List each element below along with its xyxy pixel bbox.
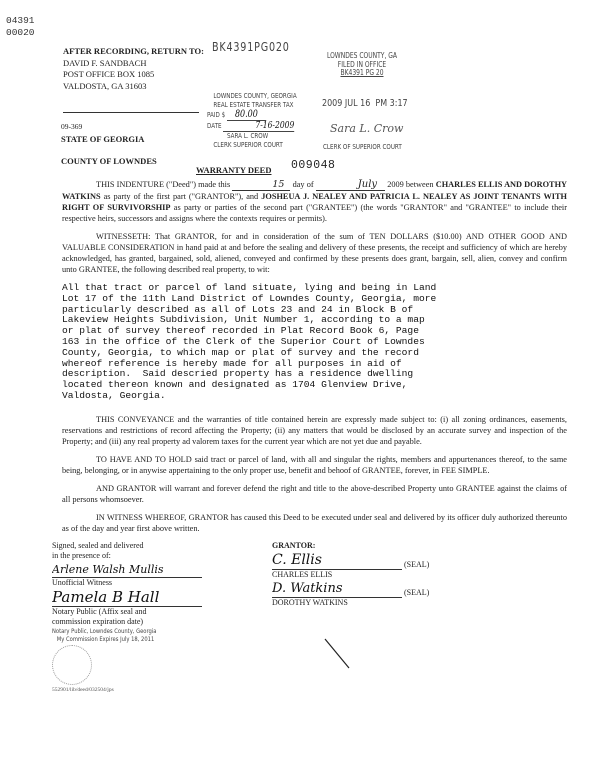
transfer-tax-stamp [207, 92, 297, 150]
legal-line: County, Georgia, to which map or plat of survey and the record [62, 346, 419, 358]
notary-signature: Pamela B Hall [52, 588, 202, 607]
legal-line: Lakeview Heights Subdivision, Unit Number 1, according to a map [62, 314, 425, 326]
grantor-name-2: DOROTHY WATKINS [272, 597, 348, 607]
grantor-signature-2: D. Watkins [272, 580, 402, 598]
notary-stamp-1: Notary Public, Lowndes County, Georgia [52, 626, 157, 635]
legal-line: description. Said descried property has a residence dwelling [62, 368, 414, 380]
clerk-signature: Sara L. Crow [330, 122, 404, 135]
habendum-paragraph: TO HAVE AND TO HOLD said tract or parcel of land, with all and singular the rights, members and appurtenances thereof, to the same being, belonging, or in anywise appertaining to the only proper use, benefit and behoof of GRANTEE, forever, in FEE SIMPLE. [62, 454, 567, 475]
text: day of [292, 180, 314, 189]
legal-line: All that tract or parcel of land situate, lying and being in Land [62, 282, 437, 293]
tax-line2: REAL ESTATE TRANSFER TAX [213, 101, 294, 109]
file-number: 09-369 [61, 122, 83, 131]
filing-office: FILED IN OFFICE [337, 59, 387, 69]
tax-clerk-title: CLERK SUPERIOR COURT [213, 141, 283, 149]
witness-whereof-paragraph: IN WITNESS WHEREOF, GRANTOR has caused this Deed to be executed under seal and delivered by its officer duly authorized thereunto as of the day and year first above written. [62, 512, 567, 533]
notary-label-2: commission expiration date) [52, 616, 144, 626]
return-line: VALDOSTA, GA 31603 [63, 80, 147, 91]
grantor-label: GRANTOR: [272, 540, 316, 550]
filing-stamp [326, 52, 398, 78]
corner-ids [6, 15, 35, 39]
signed-line1: Signed, sealed and delivered [52, 540, 144, 550]
deed-body [52, 179, 568, 694]
warranty-paragraph: AND GRANTOR will warrant and forever defend the right and title to the above-described Property unto GRANTEE against the claims of all persons whomsoever. [62, 483, 567, 504]
notary-stamp-2: My Commission Expires July 18, 2011 [56, 634, 155, 643]
county-heading: COUNTY OF LOWNDES [61, 156, 157, 166]
witness-label: Unofficial Witness [52, 577, 113, 587]
deed-number: 009048 [291, 159, 336, 172]
divider [63, 112, 199, 113]
witness-signature: Arlene Walsh Mullis [52, 563, 202, 578]
pen-mark-icon [322, 636, 352, 671]
legal-line: or plat of survey thereof recorded in Plat Record Book 6, Page [62, 325, 419, 337]
notary-label-1: Notary Public (Affix seal and [52, 606, 147, 616]
paid-label: PAID $ [207, 111, 226, 119]
filing-datetime: 2009 JUL 16 PM 3:17 [322, 98, 408, 109]
return-line: DAVID F. SANDBACH [63, 57, 147, 68]
filing-county: LOWNDES COUNTY, GA [326, 51, 398, 60]
day-handwritten: 15 [232, 179, 290, 191]
legal-line: located thereon known and designated as 1704 Glenview Drive, [62, 379, 408, 391]
filing-book-page: BK4391 PG 20 [340, 68, 384, 77]
corner-id-1: 04391 [6, 15, 35, 26]
legal-line: 163 in the office of the Clerk of the Superior Court of Lowndes [62, 335, 425, 347]
paid-value: 80.00 [227, 109, 266, 121]
date-value: 7-16-2009 [223, 120, 294, 132]
legal-line: whereof reference is hereby made for all purposes in aid of [62, 357, 402, 369]
indenture-paragraph [62, 179, 567, 224]
grantor-name-1: CHARLES ELLIS [272, 569, 333, 579]
return-to-heading: AFTER RECORDING, RETURN TO: [63, 46, 204, 56]
legal-line: particularly described as all of Lots 23 and 24 in Block B of [62, 303, 414, 315]
date-label: DATE [207, 122, 222, 130]
legal-description [62, 283, 567, 402]
tax-line1: LOWNDES COUNTY, GEORGIA [213, 92, 297, 100]
text: 2009 between [387, 180, 434, 189]
tax-clerk: SARA L. CROW [227, 132, 269, 140]
grantor-signature-1: C. Ellis [272, 551, 402, 570]
return-to-block [63, 46, 204, 92]
text: THIS INDENTURE ("Deed") made this [96, 180, 231, 189]
signed-line2: in the presence of: [52, 550, 111, 560]
notary-seal-icon [52, 645, 92, 685]
seal-label-1: (SEAL) [404, 559, 430, 569]
clerk-title: CLERK OF SUPERIOR COURT [323, 143, 402, 151]
footer-path: 552901/lib/deed/032504/jps [52, 686, 114, 693]
text: as party or parties of the second part ("GRANTEE") (the words "GRANTOR" and "GRANTEE" to include their respective heirs, successors and assigns where the contexts requires or permits). [62, 203, 567, 223]
seal-label-2: (SEAL) [404, 587, 430, 597]
signature-section [52, 540, 567, 694]
notary-stamp [52, 627, 172, 643]
text: as party of the first part ("GRANTOR"), and [103, 192, 259, 201]
state-heading: STATE OF GEORGIA [61, 134, 145, 144]
legal-line: Lot 17 of the 11th Land District of Lowndes County, Georgia, more [62, 292, 437, 304]
document-title: WARRANTY DEED [196, 165, 272, 175]
grantor-names: CHARLES ELLIS AND DOROTHY WATKINS [62, 180, 568, 201]
grantor-column [272, 541, 492, 694]
return-line: POST OFFICE BOX 1085 [63, 69, 155, 79]
legal-line: Valdosta, Georgia. [62, 389, 166, 401]
corner-id-2: 00020 [6, 27, 35, 38]
witness-column [52, 541, 202, 694]
conveyance-paragraph: THIS CONVEYANCE and the warranties of title contained herein are expressly made subject to: (i) all zoning ordinances, easements, reservations and restrictions of record affecting the Property; (ii) any matters that would be disclosed by an accurate survey and inspection of the Property; and (iii) any real property ad valorem taxes for the current year which are not yet due and payable. [62, 414, 567, 446]
witnesseth-paragraph: WITNESSETH: That GRANTOR, for and in consideration of the sum of TEN DOLLARS ($10.00) AND OTHER GOOD AND VALUABLE CONSIDERATION in hand paid at and before the sealing and delivery of these presents, the receipt and sufficiency of which are hereby acknowledged, has granted, bargained, sold, aliened, conveyed and confirmed by these presents does grant, bargain, sell, alien, convey and confirm unto GRANTEE, the following described real property, to wit: [62, 232, 567, 274]
grantee-names: JOSHEUA J. NEALEY AND PATRICIA L. NEALEY AS JOINT TENANTS WITH RIGHT OF SURVIVORSHIP [62, 192, 567, 212]
month-handwritten: July [316, 179, 385, 191]
book-page-stamp: BK4391PG020 [212, 40, 290, 54]
